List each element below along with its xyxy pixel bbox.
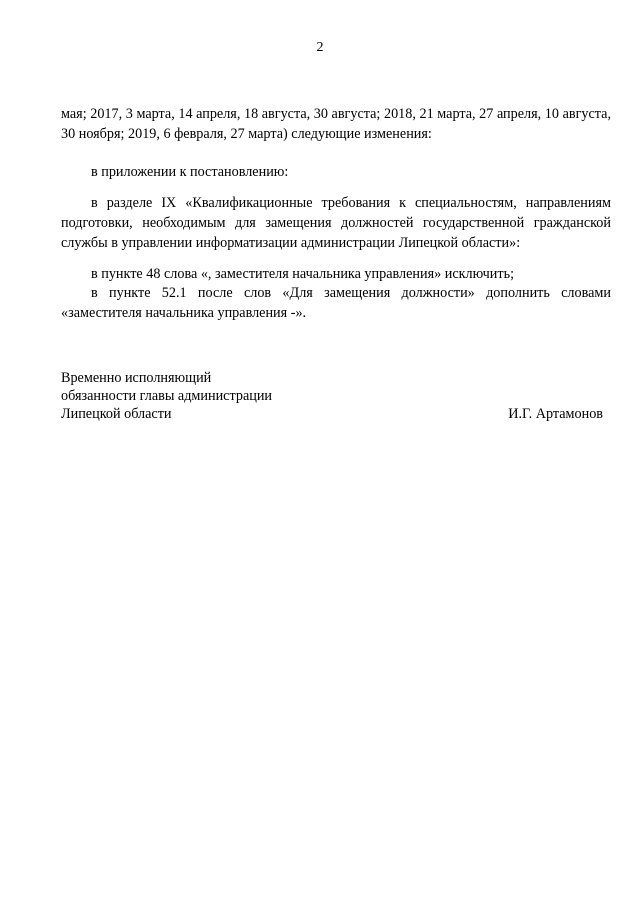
signature-block [61, 369, 611, 423]
signature-title-line-3: Липецкой области [61, 406, 172, 422]
section-paragraph: в разделе IX «Квалификационные требования к специальностям, направлениям подготовки, необходимым для замещения должностей государственной гражданской службы в управлении информатизации администрации Липецкой области»: [61, 195, 611, 251]
continuation-paragraph: мая; 2017, 3 марта, 14 апреля, 18 августа, 30 августа; 2018, 21 марта, 27 апреля, 10 августа, 30 ноября; 2019, 6 февраля, 27 марта) следующие изменения: [61, 106, 611, 142]
page-number: 2 [316, 40, 324, 55]
item-48-paragraph: в пункте 48 слова «, заместителя начальника управления» исключить; [91, 266, 515, 282]
signature-title-line-2: обязанности главы администрации [61, 388, 273, 404]
signature-title-line-1: Временно исполняющий [61, 370, 212, 386]
signatory-name: И.Г. Артамонов [508, 406, 603, 422]
item-52-paragraph: в пункте 52.1 после слов «Для замещения должности» дополнить словами «заместителя начальника управления -». [61, 285, 611, 321]
appendix-paragraph: в приложении к постановлению: [91, 164, 289, 180]
